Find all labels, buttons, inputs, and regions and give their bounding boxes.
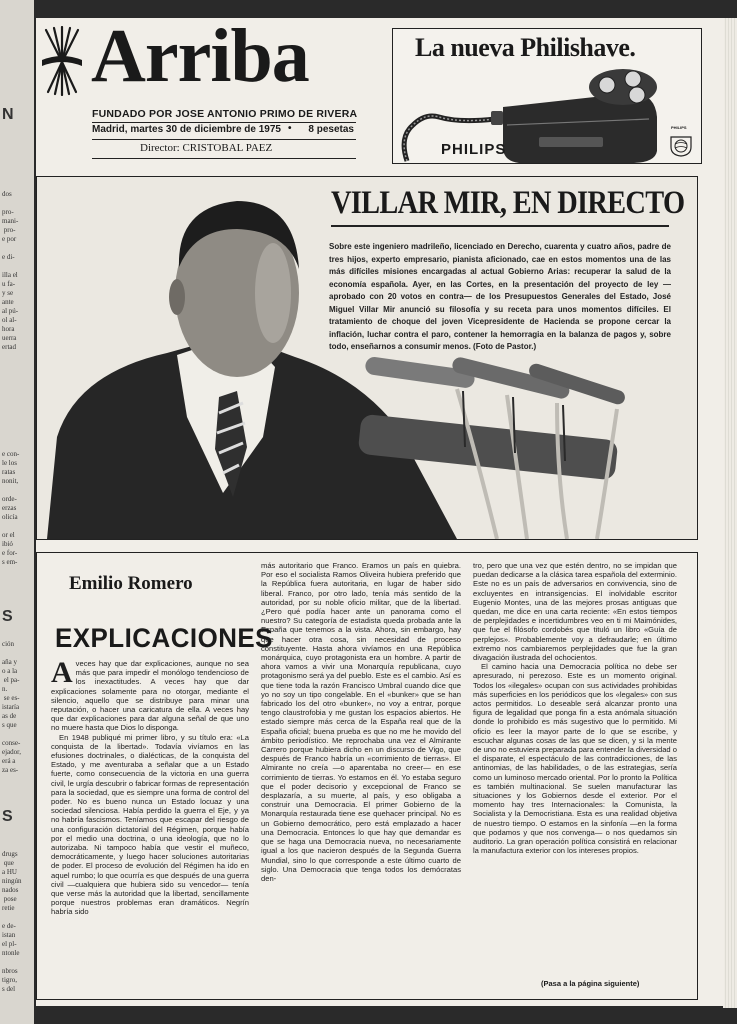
adjacent-page-fragment: N — [2, 106, 14, 123]
masthead-rule — [92, 139, 356, 140]
ad-logo-text: PHILIPS — [671, 125, 687, 130]
feature-headline: VILLAR MIR, EN DIRECTO — [331, 185, 685, 221]
masthead-rule — [92, 122, 356, 123]
director-line: Director: CRISTOBAL PAEZ — [140, 142, 273, 154]
masthead-title: Arriba — [91, 14, 309, 98]
ad-title: La nueva Philishave. — [415, 33, 636, 62]
page-edge — [723, 18, 737, 1008]
text-column-2 — [261, 561, 461, 883]
masthead-founder-line: FUNDADO POR JOSE ANTONIO PRIMO DE RIVERA — [92, 108, 358, 120]
drop-cap: A — [51, 656, 73, 689]
text-column-3 — [473, 561, 677, 856]
paragraph: tro, pero que una vez que estén dentro, no se impidan que puedan dedicarse a la clásica tarea española del exterminio. Este no es un país de adversarios en convivencia, sino de excluyentes en intransigencias. El inolvidable escritor Eugenio Montes, una de las mejores prosas antiguas que quedan, me dice en una carta reciente: «En estos tiempos de perplejidades e incertidumbres veo en ti mi Maimónides, que fue el filósofo cordobés que tituló un libro «Guía de perplejos». Probablemente voy a defraudarle; en último extremo nos cambiaremos perplejidades que fue la gran divagación ilustrada del ochocientos. — [473, 561, 677, 663]
opinion-column — [36, 552, 698, 1000]
adjacent-page-fragment: e con- le los ratas nonit, orde- erzas olicía or el ibió e for- s em- — [2, 450, 20, 566]
dateline — [92, 124, 354, 135]
paragraph: veces hay que dar explicaciones, aunque no sea más que para impedir el monólogo tendencioso de los inexactitudes. A veces hay que dar explicaciones solamente para no otorgar, mediante el silencio, aquello que se distribuye para minar una reputación, o hacer una caricatura de ella. A veces hay que dar explicaciones para dar alguna señal de que uno no muere hasta que Dios lo disponga. — [51, 659, 249, 733]
newspaper-page — [36, 14, 724, 1006]
adjacent-page-fragment: drugs que a HU ningún nados pose retie e de- istan el pl- ntonle nbros tigro, s del — [2, 850, 22, 993]
issue-date: Madrid, martes 30 de diciembre de 1975 — [92, 124, 281, 135]
paragraph: más autoritario que Franco. Eramos un país en quiebra. Por eso el socialista Ramos Oliveira hubiera preferido que la República fuera autoritaria, en lugar de haber sido liberal. Franco, por otro lado, tenía más sentido de la autoridad, por su noble oficio militar, que de la libertad. ¿Pero qué podía hacer ante un panorama como el nuestro? Su categoría de estadista queda probada ante la España que tenemos a la vista. Ahora, sin embargo, hay que hacer otra cosa, sin necesidad de proceso constituyente. Hasta ahora vivíamos en una República monárquica, cuyo protagonista era un hombre. A partir de ahora vamos a vivir una Monarquía republicana, cuyo protagonismo será ya del pueblo. Este es el cambio. Así es que tiene toda la razón Francisco Umbral cuando dice que yo no soy un tipo congelable. En el «bunker» que se han fabricado los del otro «bunker», no voy a entrar, porque tengo claustrofobia y me gustan los espacios abiertos. He estado siempre más cerca de la España real que de la España oficial; buena prueba es que no me he movido del ámbito periodístico. Me reprochaba una vez el Almirante Carrero porque hubiera dicho en un discurso de Vigo, que después de Franco habría un «corrimiento de tierras». El Almirante no creía —o aparentaba no creer— en ese corrimiento de tierras. Yo estamos en él. Yo estaba seguro que el poder decisorio y excepcional de Franco se desplazaría, a su muerte, al país, y eso obligaba a construir una Democracia. El primer Gobierno de la Monarquía restaurada tiene ese quehacer principal. No es un Gobierno democrático, pero está emplazado a hacer una Democracia. Entonces lo que hay que demandar es que se haga una Democracia nueva, no necesariamente igual a los que nacieron después de la Segunda Guerra Mundial, sino lo que corresponde a este último cuarto de siglo. Una Democracia que tenga todos los demócratas den- — [261, 561, 461, 883]
adjacent-page-fragment: S — [2, 808, 13, 825]
adjacent-page-fragment: ción aña y o a la el pa- n. se es- istaría as de s que conse- ejador, erá a za es- — [2, 640, 21, 774]
text-column-1 — [51, 656, 249, 917]
ad-brand: PHILIPS — [441, 141, 507, 158]
yoke-and-arrows-emblem — [40, 26, 84, 96]
feature-story — [36, 176, 698, 540]
column-author: Emilio Romero — [69, 573, 193, 594]
issue-price: 8 pesetas — [308, 124, 354, 135]
adjacent-page-fragment: dos pro- mani- pro- e por e di- illa el u fa- y se ante al pú- ol al- hora uerra ertad — [2, 190, 19, 351]
philishave-advertisement — [392, 28, 702, 164]
bullet: • — [288, 123, 292, 134]
feature-lede: Sobre este ingeniero madrileño, licenciado en Derecho, cuarenta y cuatro años, padre de tres hijos, experto empresario, pianista aficionado, cae en estos momentos una de las más difíciles misiones encargadas al actual Gobierno Arias: recuperar la salud de la economía española. Ayer, en las Cortes, en la presentación del proyecto de ley —aprobado con 20 votos en contra— de los Presupuestos Generales del Estado, José Miguel Villar Mir anunció su filosofía y su receta para unos momentos difíciles. El tratamiento de choque del joven Vicepresidente de Hacienda se propone cercar la inflación, luchar contra el paro, contener la hemorragia en la balanza de pagos y, sobre todo, enseñarnos a consumir menos. (Foto de Pastor.) — [329, 242, 671, 351]
masthead-rule — [92, 158, 356, 159]
philips-shield-logo — [669, 131, 693, 157]
column-title: EXPLICACIONES — [55, 623, 273, 653]
adjacent-page-fragment: S — [2, 608, 13, 625]
adjacent-page-strip — [0, 0, 34, 1024]
paragraph: El camino hacia una Democracia política no debe ser apresurado, ni perezoso. Este es un momento original. Todos los «ilegales» ocupan con sus actividades prohibidas más superficies en los periódicos que los «legales» con sus actos permitidos. Lo deseable será alcanzar pronto una figura de legalidad que ponga fin a esta anómala situación donde lo prohibido es más sugestivo que lo permitido. Mi oficio es leer la mayor parte de lo que se escribe, y escuchar algunas cosas de las que se dicen, y si la mente de uno no estuviera preparada para entender la diversidad o el disparate, el espectáculo de las contradicciones, de las antinomias, de las habilidades, o de las estrategias, sería como un luminoso mercado oriental. Por lo pronto la Política es también multinacional. Se suelen manufacturar las situaciones y los Gobiernos desde el exterior. Por el momento hay tres Internacionales: la Comunista, la Socialista y la Democristiana. Esta es una realidad objetiva de nuestro tiempo. O estamos en la sinfonía —en la forma que podamos y que nos convenga— o nos quedamos sin auditorio. La gran operación política consistirá en relacionar la manufactura exterior con los intereses propios. — [473, 662, 677, 856]
villar-mir-photo — [37, 177, 697, 539]
paragraph: En 1948 publiqué mi primer libro, y su título era: «La conquista de la libertad». Todavía vivíamos en las efusiones doctrinales, o dialécticas, de la conquista del Estado, y me aventuraba a señalar que a un Estado fuerte, como consecuencia de la victoria en una guerra civil, le urgía descubrir o fabricar formas de representación para la sociedad, que es siempre una forma de control del poder. No es bueno nunca un Estado locuaz y una sociedad silenciosa. Había perdido la guerra el Eje, y ya no habría fascismos. Teníamos que escapar del riesgo de una configuración dictatorial del Régimen, porque había por el medio una doctrina, o una ideología, que no lo autorizaba. Ni tampoco había que vestir el muñeco, democráticamente, y luego hacer soluciones autoritarias de poder. El proceso de evolución del Régimen ha ido en aquel rumbo; lo que ocurría es que después de una guerra civil —cualquiera que hubiera sido su vencedor— tenía que verse más la autoridad que la libertad, sencillamente porque nuestros problemas eran dramáticos. Negrín habría sido — [51, 732, 249, 917]
continued-note: (Pasa a la página siguiente) — [541, 979, 640, 988]
shaver-image — [399, 67, 663, 163]
headline-rule — [331, 225, 669, 227]
